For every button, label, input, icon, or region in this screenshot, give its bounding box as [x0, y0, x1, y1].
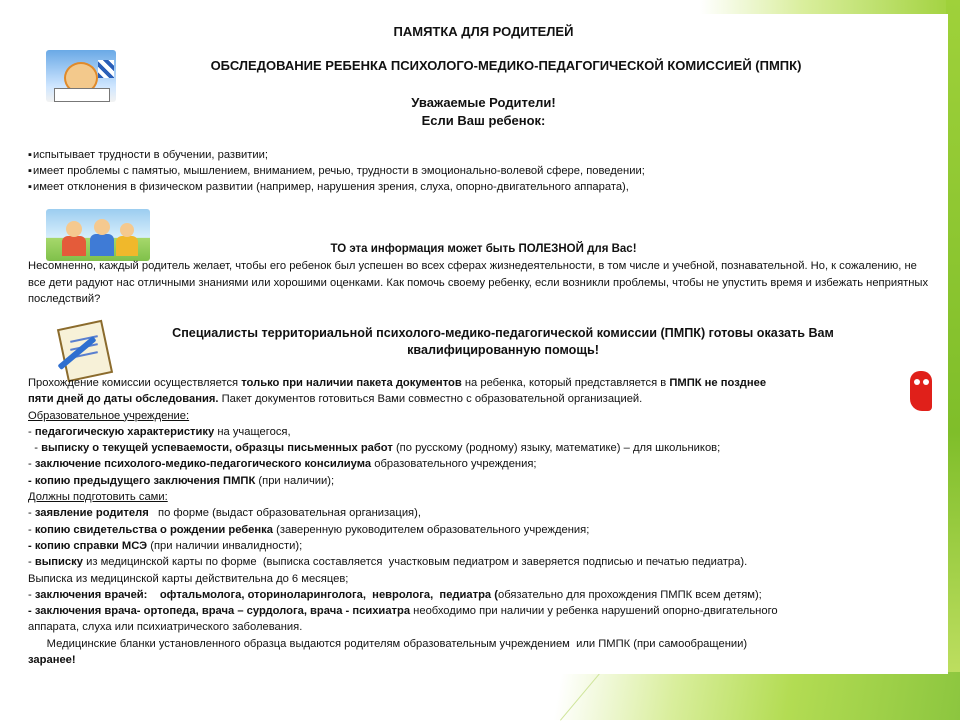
memo-title: ПАМЯТКА ДЛЯ РОДИТЕЛЕЙ: [393, 24, 574, 39]
edu-doc-item: - копию предыдущего заключения ПМПК (при наличии);: [28, 474, 335, 487]
symptom-list: [28, 147, 645, 195]
greeting: [19, 94, 948, 130]
self-doc-item: - заключения врачей: офтальмолога, оториноларинголога, невролога, педиатра (обязательно для прохождения ПМПК всем детям);: [28, 588, 762, 601]
edu-institution-heading: Образовательное учреждение:: [28, 409, 190, 422]
self-doc-note: аппарата, слуха или психиатрического заболевания.: [28, 621, 303, 634]
list-item: ▪ имеет проблемы с памятью, мышлением, вниманием, речью, трудности в эмоционально-волевой сфере, поведении;: [28, 163, 645, 179]
self-prepare-heading: Должны подготовить сами:: [28, 491, 168, 504]
procedure-line: пяти дней до даты обследования. Пакет документов готовиться Вами совместно с образовательной организацией.: [28, 393, 643, 406]
edu-doc-item: - выписку о текущей успеваемости, образцы письменных работ (по русскому (родному) языку, математике) – для школьников;: [28, 442, 721, 455]
forms-note: Медицинские бланки установленного образца выдаются родителям образовательным учреждением или ПМПК (при самообращении): [28, 637, 748, 650]
frame-right-border: [946, 0, 960, 720]
procedure-text: [28, 375, 940, 668]
checklist-clipart-icon: [52, 320, 116, 378]
self-doc-note: Выписка из медицинской карты действительна до 6 месяцев;: [28, 572, 349, 585]
procedure-line: Прохождение комиссии осуществляется только при наличии пакета документов на ребенка, который представляется в ПМПК не позднее: [28, 377, 767, 389]
self-doc-item: - заключения врача- ортопеда, врача – сурдолога, врача - психиатра необходимо при наличии у ребенка нарушений опорно-двигательного: [28, 605, 778, 618]
frame-bottom-border: [0, 672, 960, 720]
edu-doc-item: - педагогическую характеристику на учащегося,: [28, 425, 291, 438]
greeting-line-1: Уважаемые Родители!: [411, 95, 556, 110]
list-item: ▪ имеет отклонения в физическом развитии (например, нарушения зрения, слуха, опорно-двигательного аппарата),: [28, 179, 645, 195]
intro-paragraph: Несомненно, каждый родитель желает, чтобы его ребенок был успешен во всех сферах жизнедеятельности, в том числе и учебной, познавательной. Но, к сожалению, не все дети радуют нас отличными знаниями или хорошими оценками. Как помочь своему ребенку, если возникли проблемы, чтобы не упустить время и избежать неприятных последствий?: [28, 260, 929, 305]
specialists-heading: Специалисты территориальной психолого-медико-педагогической комиссии (ПМПК) готовы оказать Вам квалифицированную помощь!: [172, 326, 834, 357]
useful-info-heading: ТО эта информация может быть ПОЛЕЗНОЙ для Вас!: [330, 243, 637, 255]
greeting-line-2: Если Ваш ребенок:: [421, 113, 546, 128]
memo-subtitle-text: ОБСЛЕДОВАНИЕ РЕБЕНКА ПСИХОЛОГО-МЕДИКО-ПЕДАГОГИЧЕСКОЙ КОМИССИЕЙ (ПМПК): [210, 58, 802, 73]
self-doc-item: - заявление родителя по форме (выдаст образовательная организация),: [28, 507, 421, 520]
self-doc-item: - выписку из медицинской карты по форме (выписка составляется участковым педиатром и заверяется подписью и печатью педиатра).: [28, 556, 748, 569]
edu-doc-item: - заключение психолого-медико-педагогического консилиума образовательного учреждения;: [28, 458, 537, 471]
self-doc-item: - копию свидетельства о рождении ребенка (заверенную руководителем образовательного учреждения;: [28, 523, 590, 536]
self-doc-item: - копию справки МСЭ (при наличии инвалидности);: [28, 539, 303, 552]
memo-document: [19, 14, 948, 674]
list-item: ▪ испытывает трудности в обучении, развитии;: [28, 147, 645, 163]
forms-note-emphasis: заранее!: [28, 654, 76, 667]
memo-subtitle: [19, 58, 948, 73]
